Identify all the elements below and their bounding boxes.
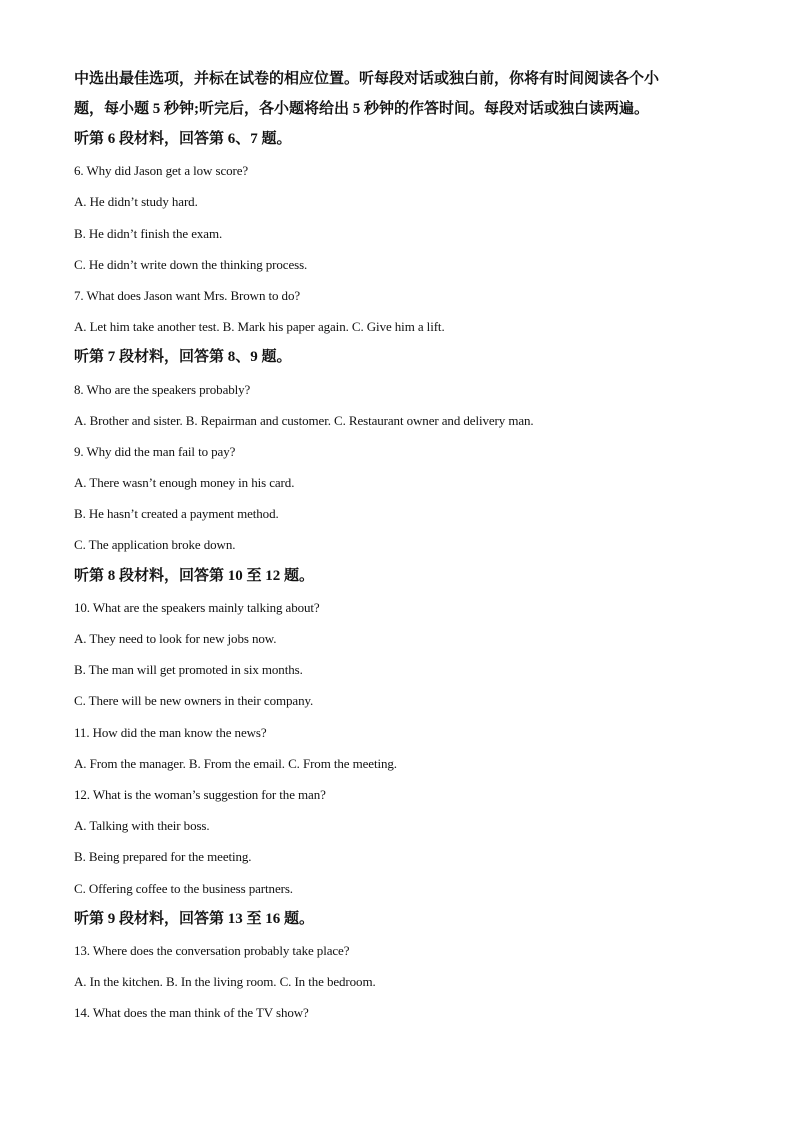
question-6: 6. Why did Jason get a low score? [74, 163, 249, 179]
question-9: 9. Why did the man fail to pay? [74, 443, 236, 459]
question-12: 12. What is the woman’s suggestion for the man? [74, 786, 326, 802]
question-6-option-c: C. He didn’t write down the thinking process. [74, 256, 308, 272]
question-12-option-c: C. Offering coffee to the business partners. [74, 880, 293, 896]
questions-body [74, 124, 724, 1028]
instructions-line-2: 题，每小题 5 秒钟;听完后，各小题将给出 5 秒钟的作答时间。每段对话或独白读两遍。 [74, 101, 649, 117]
question-8: 8. Who are the speakers probably? [74, 381, 251, 397]
question-14: 14. What does the man think of the TV show? [74, 1005, 309, 1021]
question-9-option-c: C. The application broke down. [74, 537, 236, 553]
question-11: 11. How did the man know the news? [74, 724, 267, 740]
question-7-options: A. Let him take another test. B. Mark his paper again. C. Give him a lift. [74, 319, 445, 335]
question-10-option-b: B. The man will get promoted in six months. [74, 662, 303, 678]
question-10-option-c: C. There will be new owners in their company. [74, 693, 314, 709]
question-6-option-b: B. He didn’t finish the exam. [74, 225, 223, 241]
question-7: 7. What does Jason want Mrs. Brown to do? [74, 287, 301, 303]
question-6-option-a: A. He didn’t study hard. [74, 194, 198, 210]
question-11-options: A. From the manager. B. From the email. C. From the meeting. [74, 755, 397, 771]
section-heading-6: 听第 6 段材料，回答第 6、7 题。 [74, 131, 292, 147]
section-heading-7: 听第 7 段材料，回答第 8、9 题。 [74, 349, 292, 366]
question-12-option-b: B. Being prepared for the meeting. [74, 849, 252, 865]
question-13-options: A. In the kitchen. B. In the living room. C. In the bedroom. [74, 974, 376, 990]
question-12-option-a: A. Talking with their boss. [74, 818, 210, 834]
question-8-options: A. Brother and sister. B. Repairman and customer. C. Restaurant owner and delivery man. [74, 412, 534, 428]
section-heading-8: 听第 8 段材料，回答第 10 至 12 题。 [74, 567, 315, 584]
section-heading-9: 听第 9 段材料，回答第 13 至 16 题。 [74, 910, 315, 927]
question-9-option-b: B. He hasn’t created a payment method. [74, 506, 279, 522]
question-10: 10. What are the speakers mainly talking about? [74, 599, 320, 615]
question-10-option-a: A. They need to look for new jobs now. [74, 631, 277, 646]
question-9-option-a: A. There wasn’t enough money in his card. [74, 475, 295, 491]
question-13: 13. Where does the conversation probably take place? [74, 942, 350, 958]
section-instructions [74, 64, 724, 124]
instructions-line-1: 中选出最佳选项，并标在试卷的相应位置。听每段对话或独白前，你将有时间阅读各个小 [74, 71, 660, 87]
